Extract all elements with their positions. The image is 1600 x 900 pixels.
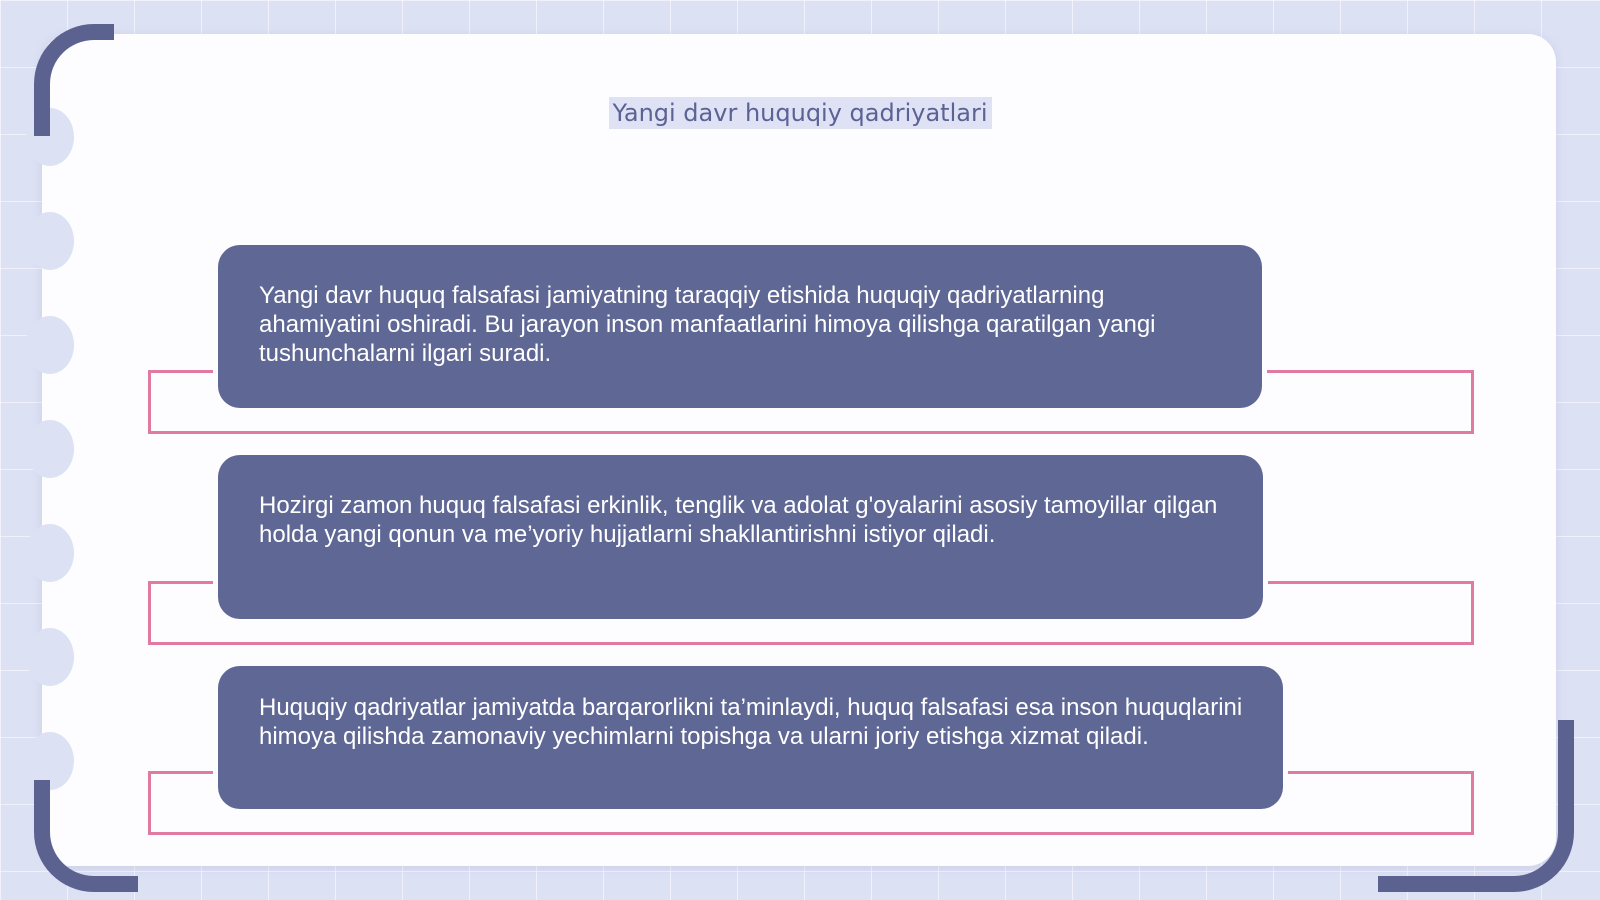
paper-edge-notch xyxy=(26,212,74,270)
card-3: Huquqiy qadriyatlar jamiyatda barqarorlikni ta’minlaydi, huquq falsafasi esa inson huquqlarini himoya qilishda zamonaviy yechimlarni topishga va ularni joriy etishga xizmat qiladi. xyxy=(218,666,1283,809)
paper-edge-notch xyxy=(26,628,74,686)
slide-title: Yangi davr huquqiy qadriyatlari xyxy=(609,97,992,129)
card-1: Yangi davr huquq falsafasi jamiyatning taraqqiy etishida huquqiy qadriyatlarning ahamiyatini oshiradi. Bu jarayon inson manfaatlarini himoya qilishga qaratilgan yangi tushunchalarni ilgari suradi. xyxy=(218,245,1262,408)
paper-edge-notch xyxy=(26,420,74,478)
slide-title-wrapper xyxy=(0,92,1600,129)
paper-edge-notch xyxy=(26,524,74,582)
corner-bracket-bottom-left xyxy=(34,780,138,892)
card-2: Hozirgi zamon huquq falsafasi erkinlik, tenglik va adolat g'oyalarini asosiy tamoyillar qilgan holda yangi qonun va me’yoriy hujjatlarni shakllantirishni istiyor qiladi. xyxy=(218,455,1263,619)
paper-edge-notch xyxy=(26,316,74,374)
